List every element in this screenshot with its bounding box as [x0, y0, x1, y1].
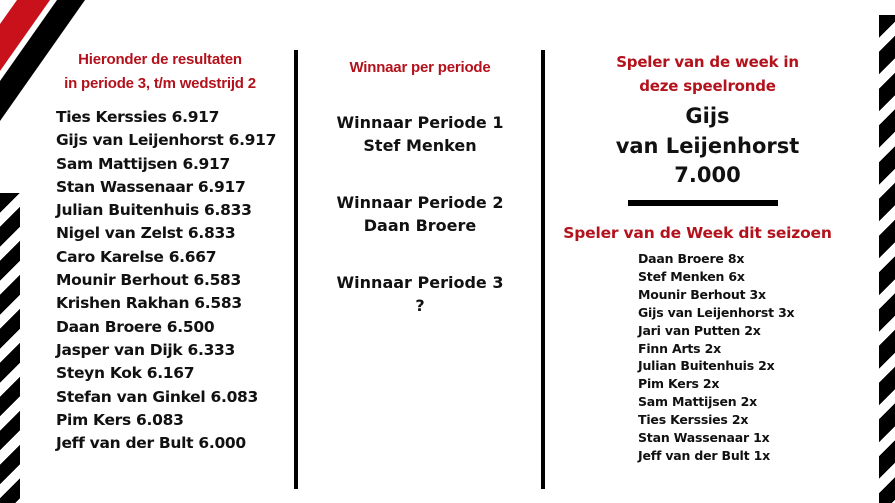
divider-left	[294, 50, 298, 489]
period-winner: ?	[415, 296, 425, 315]
result-item: Stan Wassenaar 6.917	[56, 177, 246, 196]
result-item: Caro Karelse 6.667	[56, 247, 217, 266]
period-heading: Winnaar per periode	[349, 59, 491, 76]
period-winner: Daan Broere	[363, 216, 477, 235]
result-item: Sam Mattijsen 6.917	[56, 154, 230, 173]
period-winners	[300, 111, 540, 317]
result-item: Daan Broere 6.500	[56, 317, 215, 336]
separator-bar	[628, 200, 778, 206]
season-item: Finn Arts 2x	[638, 340, 721, 356]
result-item: Jasper van Dijk 6.333	[56, 340, 236, 359]
result-item: Mounir Berhout 6.583	[56, 271, 242, 290]
player-name: Gijs	[685, 104, 730, 128]
result-item: Gijs van Leijenhorst 6.917	[56, 131, 277, 150]
period-label: Winnaar Periode 3	[336, 273, 504, 292]
period-block	[300, 111, 540, 157]
result-item: Nigel van Zelst 6.833	[56, 224, 236, 243]
left-hazard-stripe	[0, 193, 20, 503]
period-label: Winnaar Periode 2	[336, 193, 504, 212]
divider-right	[541, 50, 545, 489]
right-hazard-stripe	[879, 15, 895, 503]
results-heading	[40, 48, 280, 96]
result-item: Julian Buitenhuis 6.833	[56, 201, 252, 220]
season-list	[638, 250, 794, 465]
heading-line: deze speelronde	[639, 77, 776, 95]
season-item: Stan Wassenaar 1x	[638, 430, 770, 446]
season-item: Gijs van Leijenhorst 3x	[638, 304, 795, 320]
season-item: Ties Kerssies 2x	[638, 412, 749, 428]
player-of-week	[560, 102, 855, 191]
period-block	[300, 271, 540, 317]
season-heading: Speler van de Week dit seizoen	[563, 224, 832, 242]
season-item: Daan Broere 8x	[638, 251, 745, 266]
results-list	[56, 106, 276, 455]
period-block	[300, 191, 540, 237]
week-heading	[560, 50, 855, 98]
season-item: Mounir Berhout 3x	[638, 286, 766, 302]
heading-line: in periode 3, t/m wedstrijd 2	[64, 75, 256, 92]
heading-line: Speler van de week in	[616, 53, 799, 71]
season-item: Julian Buitenhuis 2x	[638, 358, 775, 374]
heading-line: Hieronder de resultaten	[78, 51, 242, 68]
season-item: Pim Kers 2x	[638, 376, 720, 392]
period-winner: Stef Menken	[363, 136, 477, 155]
period-label: Winnaar Periode 1	[336, 113, 504, 132]
season-item: Sam Mattijsen 2x	[638, 394, 757, 410]
result-item: Pim Kers 6.083	[56, 410, 184, 429]
result-item: Steyn Kok 6.167	[56, 364, 195, 383]
season-item: Stef Menken 6x	[638, 268, 745, 284]
result-item: Stefan van Ginkel 6.083	[56, 387, 259, 406]
player-score: 7.000	[674, 163, 741, 187]
season-item: Jeff van der Bult 1x	[638, 447, 770, 463]
result-item: Ties Kerssies 6.917	[56, 108, 220, 126]
season-item: Jari van Putten 2x	[638, 322, 761, 338]
result-item: Jeff van der Bult 6.000	[56, 434, 246, 453]
result-item: Krishen Rakhan 6.583	[56, 294, 242, 313]
player-name: van Leijenhorst	[615, 133, 800, 158]
